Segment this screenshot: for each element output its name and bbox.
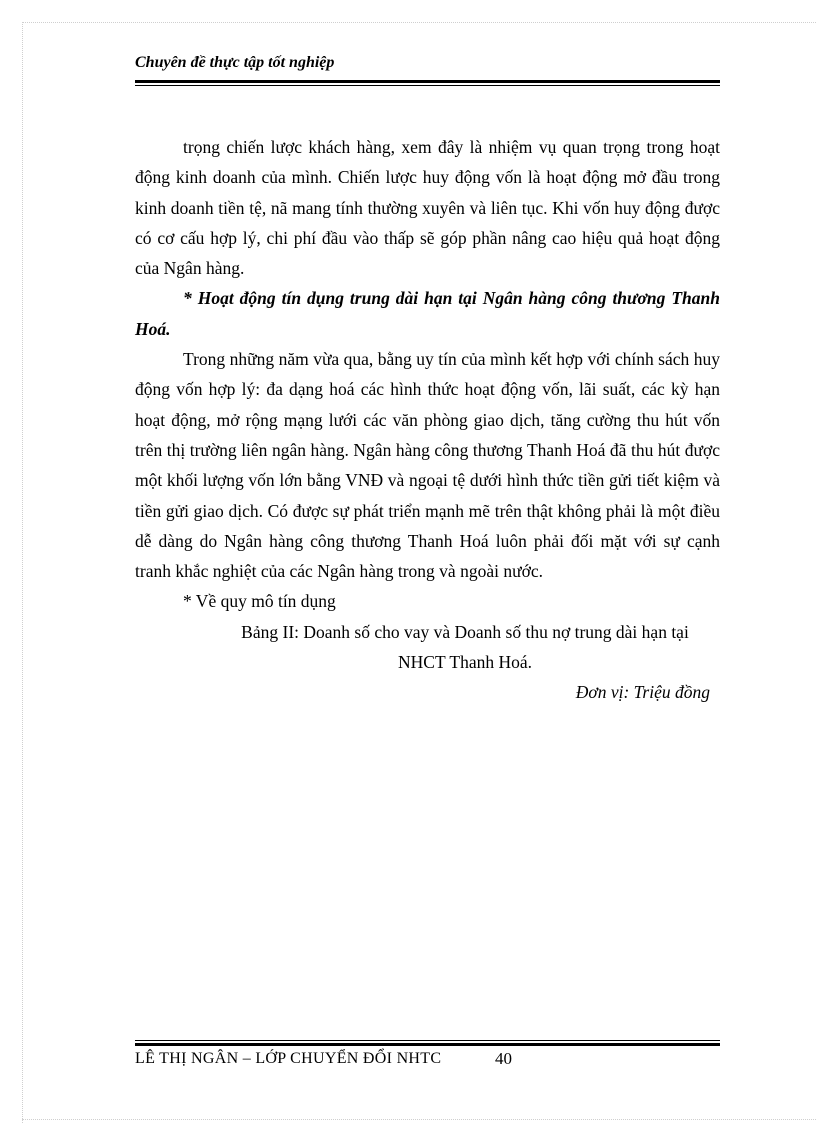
footer-rule-thick: [135, 1043, 720, 1046]
header-rule-thin: [135, 85, 720, 86]
unit-label: Đơn vị: Triệu đồng: [575, 682, 710, 703]
table-caption-line-2: NHCT Thanh Hoá.: [398, 652, 532, 673]
footer-rule-thin: [135, 1040, 720, 1041]
footer-author: LÊ THỊ NGÂN – LỚP CHUYỂN ĐỔI NHTC: [135, 1050, 442, 1067]
table-caption-line-1: Bảng II: Doanh số cho vay và Doanh số thu nợ trung dài hạn tại: [241, 621, 689, 642]
section-heading: * Hoạt động tín dụng trung dài hạn tại Ngân hàng công thương Thanh Hoá.: [135, 288, 720, 339]
paragraph-1: trọng chiến lược khách hàng, xem đây là nhiệm vụ quan trọng trong hoạt động kinh doanh của mình. Chiến lược huy động vốn là hoạt động mở đầu trong kinh doanh tiền tệ, nã mang tính thường xuyên và liên tục. Khi vốn huy động được có cơ cấu hợp lý, chi phí đầu vào thấp sẽ góp phần nâng cao hiệu quả hoạt động của Ngân hàng.: [135, 137, 720, 279]
page-bottom-border: [22, 1119, 816, 1120]
bullet-credit-scale: * Về quy mô tín dụng: [183, 591, 336, 612]
document-body: [135, 132, 720, 708]
header-title: Chuyên đề thực tập tốt nghiệp: [135, 54, 335, 71]
paragraph-2: Trong những năm vừa qua, bằng uy tín của mình kết hợp với chính sách huy động vốn hợp lý: đa dạng hoá các hình thức hoạt động vốn, lãi suất, các kỳ hạn hoạt động, mở rộng mạng lưới các văn phòng giao dịch, tăng cường thu hút vốn trên thị trường liên ngân hàng. Ngân hàng công thương Thanh Hoá đã thu hút được một khối lượng vốn lớn bằng VNĐ và ngoại tệ dưới hình thức tiền gửi tiết kiệm và tiền gửi giao dịch. Có được sự phát triển mạnh mẽ trên thật không phải là một điều dễ dàng do Ngân hàng công thương Thanh Hoá luôn phải đối mặt với sự cạnh tranh khắc nghiệt của các Ngân hàng trong và ngoài nước.: [135, 349, 720, 582]
header-rule-thick: [135, 80, 720, 83]
page-number: 40: [495, 1049, 512, 1068]
